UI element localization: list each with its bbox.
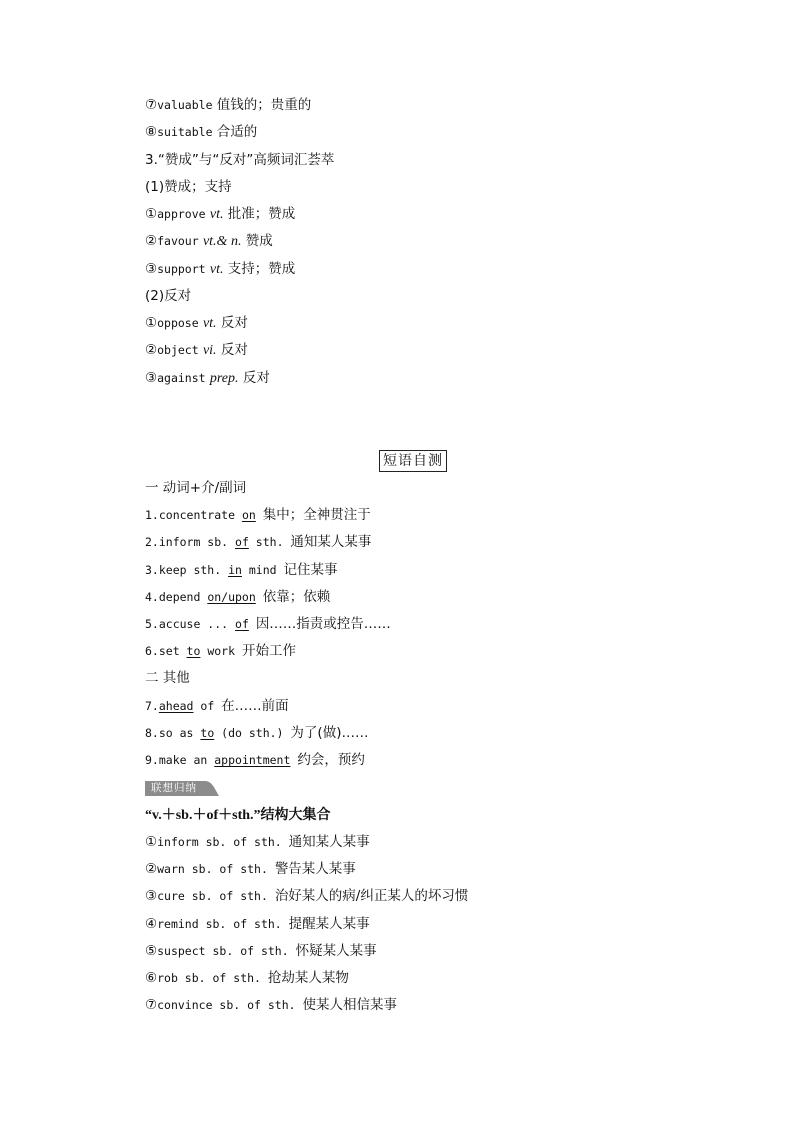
approve-item: ③support vt. 支持；赞成	[145, 261, 296, 277]
summary-tag	[145, 781, 219, 796]
phrase-item: 5.accuse ... of 因……指责或控告……	[145, 616, 391, 632]
structure-item: ⑦convince sb. of sth. 使某人相信某事	[145, 997, 398, 1013]
part2-title: 二 其他	[145, 670, 190, 686]
phrase-item: 8.so as to (do sth.) 为了(做)……	[145, 725, 369, 741]
vocab-item: ⑦valuable 值钱的；贵重的	[145, 97, 312, 113]
section-title: 3.“赞成”与“反对”高频词汇荟萃	[145, 152, 335, 168]
phrase-item: 9.make an appointment 约会，预约	[145, 752, 365, 768]
group-title-oppose: (2)反对	[145, 288, 192, 304]
approve-item: ②favour vt.& n. 赞成	[145, 233, 273, 249]
summary-tag-label: 联想归纳	[151, 782, 197, 794]
oppose-item: ②object vi. 反对	[145, 342, 248, 358]
oppose-item: ①oppose vt. 反对	[145, 315, 248, 331]
answer-blank: on	[241, 508, 256, 522]
structure-item: ⑥rob sb. of sth. 抢劫某人某物	[145, 970, 349, 986]
part1-title: 一 动词+介/副词	[145, 480, 247, 496]
phrase-item: 4.depend on/upon 依靠；依赖	[145, 589, 331, 605]
vocab-item: ⑧suitable 合适的	[145, 124, 258, 140]
phrase-item: 1.concentrate on 集中；全神贯注于	[145, 507, 371, 523]
structure-item: ⑤suspect sb. of sth. 怀疑某人某事	[145, 943, 377, 959]
answer-blank: appointment	[214, 753, 291, 767]
phrase-item: 2.inform sb. of sth. 通知某人某事	[145, 534, 372, 550]
answer-blank: to	[200, 726, 215, 740]
answer-blank: ahead	[158, 699, 194, 713]
structure-item: ②warn sb. of sth. 警告某人某事	[145, 861, 356, 877]
structure-item: ①inform sb. of sth. 通知某人某事	[145, 834, 370, 850]
structure-item: ③cure sb. of sth. 治好某人的病/纠正某人的坏习惯	[145, 888, 469, 904]
answer-blank: of	[235, 617, 249, 631]
answer-blank: to	[186, 644, 201, 658]
answer-blank: in	[228, 563, 242, 577]
answer-blank: of	[235, 535, 249, 549]
phrase-test-heading: 短语自测	[379, 450, 447, 472]
oppose-item: ③against prep. 反对	[145, 370, 270, 386]
phrase-item: 3.keep sth. in mind 记住某事	[145, 562, 338, 578]
structure-title: “v.＋sb.＋of＋sth.”结构大集合	[145, 808, 331, 823]
approve-item: ①approve vt. 批准；赞成	[145, 206, 296, 222]
phrase-item: 7.ahead of 在……前面	[145, 698, 289, 714]
structure-item: ④remind sb. of sth. 提醒某人某事	[145, 916, 370, 932]
phrase-item: 6.set to work 开始工作	[145, 643, 296, 659]
answer-blank: on/upon	[207, 590, 256, 604]
group-title-approve: (1)赞成；支持	[145, 179, 232, 195]
